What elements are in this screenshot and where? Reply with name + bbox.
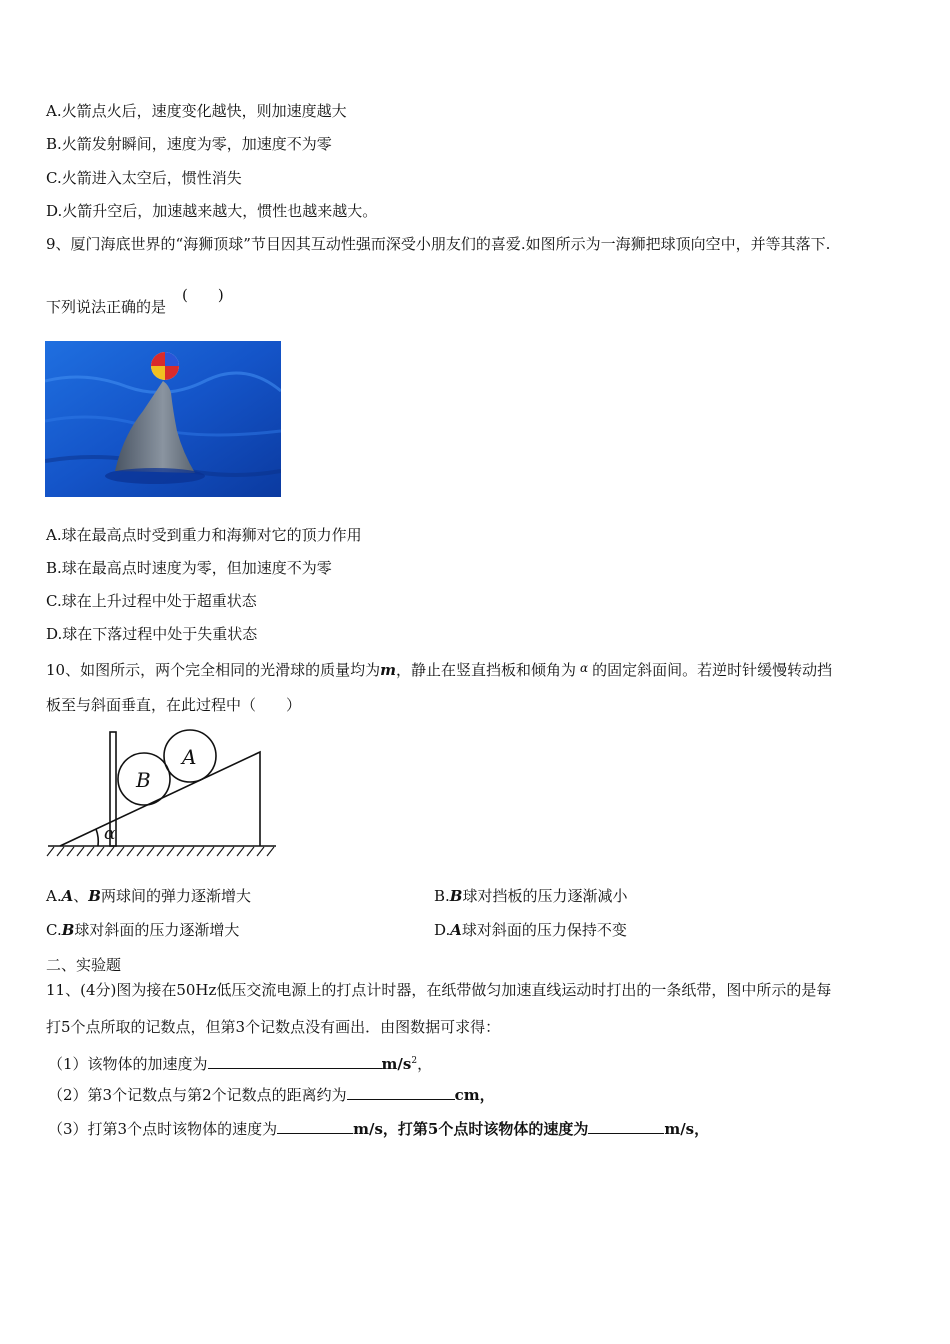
q11-part3-unit2: m/s，: [664, 1120, 710, 1138]
q10-option-c-symbol: B: [61, 921, 75, 939]
q8-option-b: B.火箭发射瞬间，速度为零，加速度不为零: [46, 135, 332, 153]
q10-option-a: [46, 886, 251, 906]
q10-stem-line2: 板至与斜面垂直，在此过程中（ ）: [46, 696, 302, 714]
incline-angle-label: α: [104, 824, 116, 844]
q10-stem-text-c: 的固定斜面间。若逆时针缓慢转动挡: [592, 661, 833, 679]
q11-part1-label: （1）该物体的加速度为: [48, 1055, 208, 1073]
q9-option-b: B.球在最高点时速度为零，但加速度不为零: [46, 559, 332, 577]
q10-option-d-prefix: D.: [434, 921, 451, 939]
q10-option-a-text: 两球间的弹力逐渐增大: [100, 887, 251, 905]
q10-option-b-text: 球对挡板的压力逐渐减小: [462, 887, 628, 905]
q8-option-a: A.火箭点火后，速度变化越快，则加速度越大: [46, 102, 347, 120]
q9-option-a: A.球在最高点时受到重力和海狮对它的顶力作用: [46, 526, 362, 544]
q10-stem-text-b: ，静止在竖直挡板和倾角为: [395, 661, 576, 679]
q10-option-c-text: 球对斜面的压力逐渐增大: [74, 921, 240, 939]
q10-option-a-prefix: A.: [46, 887, 62, 905]
q10-alpha-symbol: α: [579, 661, 589, 675]
q9-option-c: C.球在上升过程中处于超重状态: [46, 592, 257, 610]
ball-a-label: A: [182, 745, 197, 769]
incline-balls-diagram: [46, 728, 280, 863]
q11-part3-unit: m/s，打第5个点时该物体的速度为: [353, 1120, 589, 1138]
q11-part2-label: （2）第3个记数点与第2个记数点的距离约为: [48, 1086, 347, 1104]
q11-part1-end: ，: [417, 1055, 433, 1073]
q11-part2: [48, 1085, 495, 1105]
q9-option-d: D.球在下落过程中处于失重状态: [46, 625, 258, 643]
q11-part1-unit: m/s: [381, 1055, 412, 1073]
q11-part1-sup: 2: [411, 1056, 418, 1066]
q10-option-d-text: 球对斜面的压力保持不变: [461, 921, 627, 939]
q11-part1: [48, 1051, 432, 1074]
q10-option-c: [46, 920, 239, 940]
q11-part3-blank1[interactable]: [277, 1119, 353, 1134]
q10-mass-symbol: m: [380, 661, 396, 679]
sea-lion-ball-photo: [45, 341, 281, 497]
q10-option-d-symbol: A: [450, 921, 462, 939]
q9-answer-paren: ( ): [182, 286, 224, 304]
q11-stem-line1: 11、(4分)图为接在50Hz低压交流电源上的打点计时器，在纸带做匀加速直线运动时打出的一条纸带，图中所示的是每: [46, 981, 832, 999]
q9-stem-line1: 9、厦门海底世界的“海狮顶球”节目因其互动性强而深受小朋友们的喜爱.如图所示为一海狮把球顶向空中，并等其落下.: [46, 235, 831, 253]
q8-option-d: D.火箭升空后，加速越来越大，惯性也越来越大。: [46, 202, 378, 220]
q11-part1-blank[interactable]: [208, 1054, 382, 1069]
q10-stem-line1: [46, 658, 832, 680]
section-title: 二、实验题: [46, 956, 122, 974]
q11-part3-blank2[interactable]: [588, 1119, 664, 1134]
q10-option-b-prefix: B.: [434, 887, 450, 905]
q11-part2-blank[interactable]: [347, 1085, 455, 1100]
q10-option-a-symbol-a: A: [61, 887, 74, 905]
q9-stem-line2: 下列说法正确的是: [46, 298, 167, 316]
q11-part3: [48, 1119, 709, 1139]
q10-option-c-prefix: C.: [46, 921, 62, 939]
q10-stem-text-a: 10、如图所示，两个完全相同的光滑球的质量均为: [46, 661, 381, 679]
ball-b-label: B: [136, 768, 151, 792]
q8-option-c: C.火箭进入太空后，惯性消失: [46, 169, 242, 187]
q10-option-d: [434, 920, 627, 940]
q10-option-b-symbol: B: [449, 887, 463, 905]
q10-option-a-sep: 、: [73, 887, 89, 905]
q10-option-b: [434, 886, 628, 906]
q11-part2-unit: cm，: [454, 1086, 495, 1104]
q11-part3-label: （3）打第3个点时该物体的速度为: [48, 1120, 278, 1138]
q10-option-a-symbol-b: B: [88, 887, 101, 905]
q11-stem-line2: 打5个点所取的记数点，但第3个记数点没有画出．由图数据可求得：: [46, 1018, 501, 1036]
